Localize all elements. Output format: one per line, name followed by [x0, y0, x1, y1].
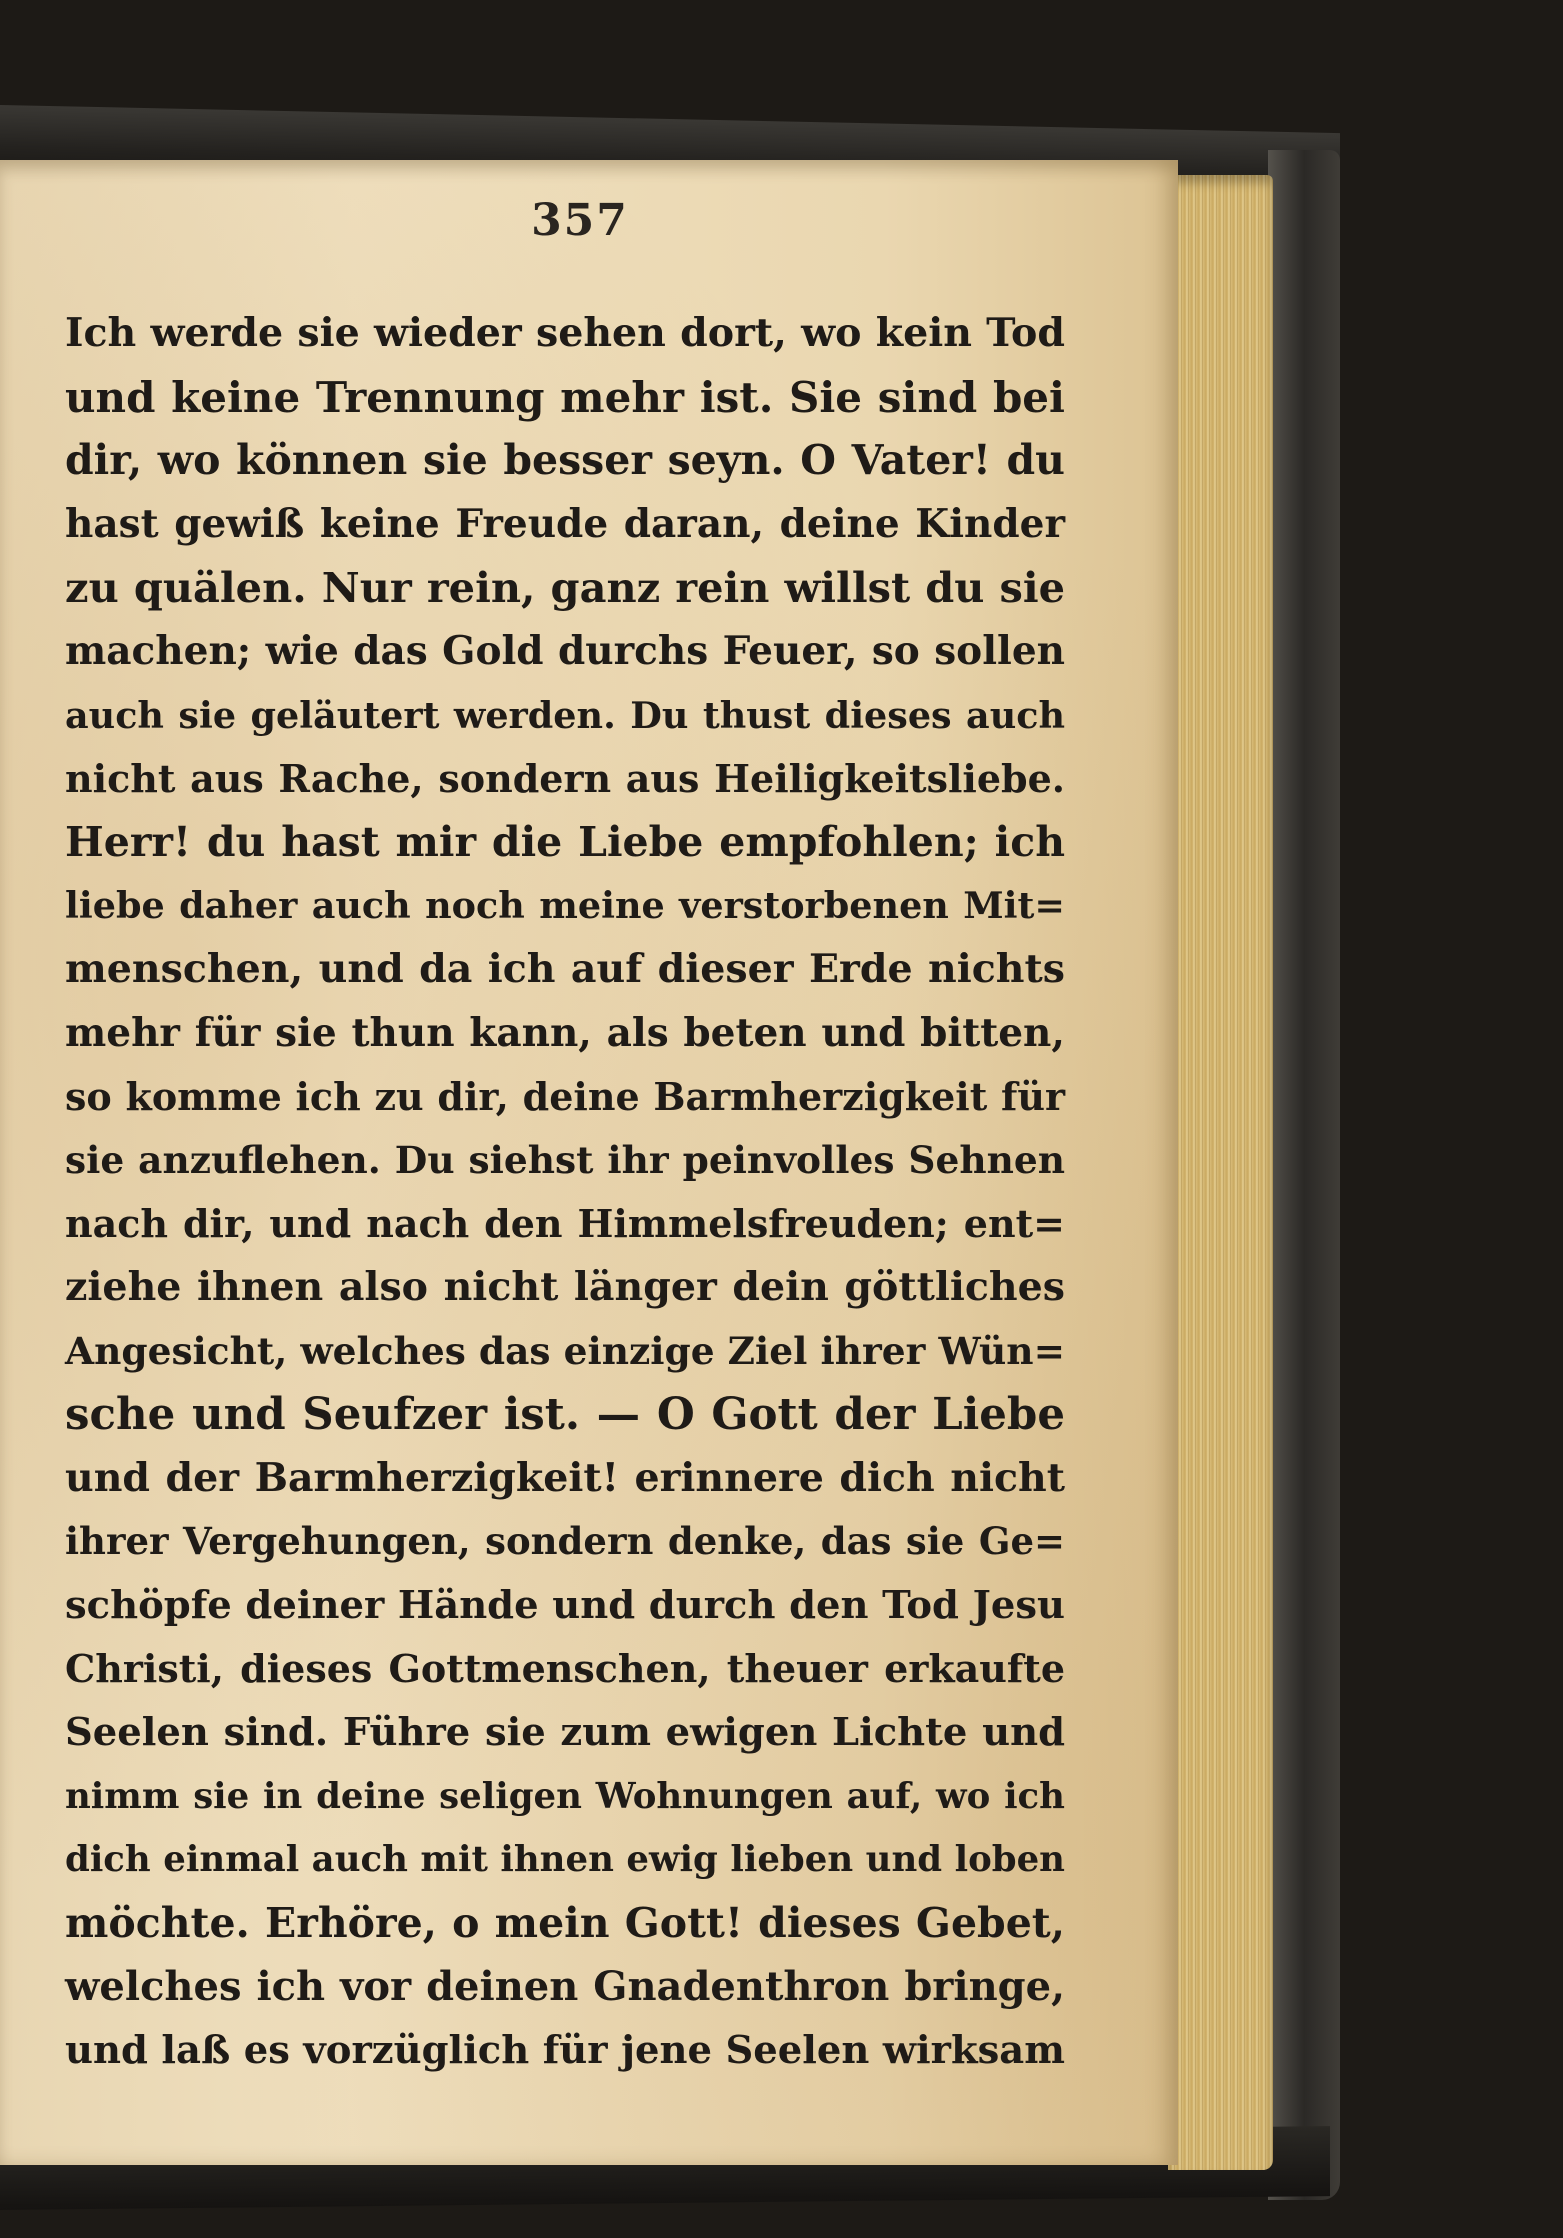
page-edges	[1168, 175, 1273, 2170]
page-number: 357	[531, 195, 629, 246]
text-line: mehr für sie thun kann, als beten und bitten,	[65, 1009, 1065, 1056]
text-line: ihrer Vergehungen, sondern denke, das sie Ge=	[65, 1519, 1065, 1564]
book-cover-spine-edge	[1268, 150, 1340, 2200]
text-line: Angesicht, welches das einzige Ziel ihrer Wün=	[65, 1328, 1065, 1373]
text-line: nimm sie in deine seligen Wohnungen auf, wo ich	[65, 1775, 1065, 1817]
text-line: menschen, und da ich auf dieser Erde nichts	[65, 945, 1065, 992]
page-body-text	[65, 302, 1065, 2083]
text-line: dir, wo können sie besser seyn. O Vater! du	[65, 436, 1065, 485]
text-line: Herr! du hast mir die Liebe empfohlen; ich	[65, 817, 1065, 866]
text-line: und keine Trennung mehr ist. Sie sind bei	[65, 372, 1065, 422]
book-page	[0, 160, 1178, 2165]
text-line: Christi, dieses Gottmenschen, theuer erkaufte	[65, 1646, 1065, 1692]
text-line: ziehe ihnen also nicht länger dein göttliches	[65, 1263, 1065, 1310]
text-line: schöpfe deiner Hände und durch den Tod Jesu	[65, 1582, 1065, 1628]
text-line: sie anzuflehen. Du siehst ihr peinvolles Sehnen	[65, 1137, 1065, 1182]
text-line: hast gewiß keine Freude daran, deine Kinder	[65, 500, 1065, 547]
text-line: Seelen sind. Führe sie zum ewigen Lichte und	[65, 1710, 1065, 1756]
text-line: liebe daher auch noch meine verstorbenen Mit=	[65, 884, 1065, 928]
text-line: machen; wie das Gold durchs Feuer, so sollen	[65, 627, 1065, 674]
text-line: möchte. Erhöre, o mein Gott! dieses Gebet,	[65, 1898, 1065, 1947]
text-line: auch sie geläutert werden. Du thust dieses auch	[65, 693, 1065, 737]
text-line: so komme ich zu dir, deine Barmherzigkeit für	[65, 1074, 1065, 1120]
text-line: dich einmal auch mit ihnen ewig lieben und loben	[65, 1839, 1065, 1881]
text-line: nicht aus Rache, sondern aus Heiligkeitsliebe.	[65, 756, 1065, 802]
text-line: nach dir, und nach den Himmelsfreuden; ent=	[65, 1201, 1065, 1247]
text-line: Ich werde sie wieder sehen dort, wo kein Tod	[65, 310, 1065, 356]
text-line: sche und Seufzer ist. — O Gott der Liebe	[65, 1389, 1065, 1441]
text-line: und der Barmherzigkeit! erinnere dich nicht	[65, 1454, 1065, 1501]
text-line: und laß es vorzüglich für jene Seelen wirksam	[65, 2028, 1065, 2074]
text-line: zu quälen. Nur rein, ganz rein willst du sie	[65, 563, 1065, 613]
text-line: welches ich vor deinen Gnadenthron bringe,	[65, 1963, 1065, 2011]
